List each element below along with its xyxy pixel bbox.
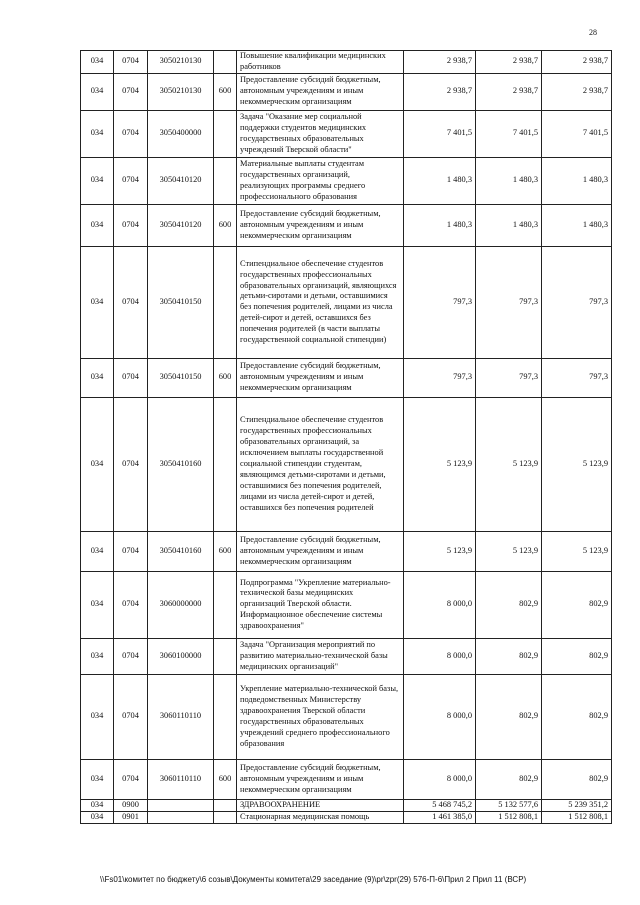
row-expense-type — [214, 799, 237, 811]
row-section: 0704 — [114, 638, 148, 674]
row-section: 0704 — [114, 204, 148, 246]
row-name: Повышение квалификации медицинских работников — [237, 51, 404, 74]
row-expense-type — [214, 157, 237, 204]
row-name: Задача "Организация мероприятий по развитию материально-технической базы медицинских организаций" — [237, 638, 404, 674]
row-name: Стационарная медицинская помощь — [237, 811, 404, 823]
row-expense-type — [214, 110, 237, 157]
row-amount-year2: 797,3 — [476, 358, 542, 397]
row-amount-year1: 1 461 385,0 — [404, 811, 476, 823]
row-name: Предоставление субсидий бюджетным, автономным учреждениям и иным некоммерческим организациям — [237, 358, 404, 397]
row-section: 0704 — [114, 531, 148, 571]
row-section: 0704 — [114, 73, 148, 110]
row-amount-year1: 5 123,9 — [404, 397, 476, 531]
row-amount-year1: 2 938,7 — [404, 73, 476, 110]
row-article: 3060110110 — [148, 674, 214, 759]
row-amount-year1: 1 480,3 — [404, 204, 476, 246]
table-row — [81, 759, 612, 799]
table-row — [81, 110, 612, 157]
row-amount-year1: 1 480,3 — [404, 157, 476, 204]
row-amount-year3: 802,9 — [542, 638, 612, 674]
row-code: 034 — [81, 73, 114, 110]
file-path-footer: \\Fs01\комитет по бюджету\6 созыв\Документы комитета\29 заседание (9)\pr\zpr(29) 576-П-6\Прил 2 Прил 11 (ВСР) — [100, 875, 527, 884]
row-amount-year3: 2 938,7 — [542, 51, 612, 74]
row-section: 0704 — [114, 246, 148, 358]
row-amount-year3: 5 123,9 — [542, 397, 612, 531]
row-amount-year1: 797,3 — [404, 246, 476, 358]
row-amount-year3: 7 401,5 — [542, 110, 612, 157]
row-name: Предоставление субсидий бюджетным, автономным учреждениям и иным некоммерческим организациям — [237, 73, 404, 110]
row-code: 034 — [81, 204, 114, 246]
row-amount-year2: 5 132 577,6 — [476, 799, 542, 811]
row-amount-year2: 7 401,5 — [476, 110, 542, 157]
row-expense-type — [214, 571, 237, 638]
row-name: Предоставление субсидий бюджетным, автономным учреждениям и иным некоммерческим организациям — [237, 204, 404, 246]
row-name: Предоставление субсидий бюджетным, автономным учреждениям и иным некоммерческим организациям — [237, 531, 404, 571]
row-amount-year3: 5 123,9 — [542, 531, 612, 571]
table-row — [81, 246, 612, 358]
row-expense-type — [214, 397, 237, 531]
row-article: 3060100000 — [148, 638, 214, 674]
row-name: Стипендиальное обеспечение студентов государственных профессиональных образовательных организаций, за исключением выплаты государственной социальной стипендии студентам, являющимся детьми-сиротами и детьми, оставшимися без попечения родителей, лицами из числа детей-сирот и детей, оставшихся без попечения родителей — [237, 397, 404, 531]
row-code: 034 — [81, 638, 114, 674]
row-section: 0704 — [114, 571, 148, 638]
row-expense-type: 600 — [214, 759, 237, 799]
row-expense-type — [214, 638, 237, 674]
row-code: 034 — [81, 157, 114, 204]
page-number: 28 — [589, 28, 597, 37]
row-amount-year2: 802,9 — [476, 638, 542, 674]
row-amount-year2: 2 938,7 — [476, 51, 542, 74]
row-amount-year3: 1 512 808,1 — [542, 811, 612, 823]
row-section: 0900 — [114, 799, 148, 811]
row-code: 034 — [81, 799, 114, 811]
row-name: Предоставление субсидий бюджетным, автономным учреждениям и иным некоммерческим организациям — [237, 759, 404, 799]
row-section: 0901 — [114, 811, 148, 823]
row-article: 3050210130 — [148, 51, 214, 74]
row-amount-year2: 802,9 — [476, 674, 542, 759]
table-row — [81, 531, 612, 571]
row-amount-year2: 1 512 808,1 — [476, 811, 542, 823]
row-code: 034 — [81, 571, 114, 638]
row-amount-year1: 797,3 — [404, 358, 476, 397]
row-section: 0704 — [114, 51, 148, 74]
row-expense-type — [214, 811, 237, 823]
row-article — [148, 811, 214, 823]
row-section: 0704 — [114, 397, 148, 531]
row-expense-type — [214, 51, 237, 74]
row-code: 034 — [81, 358, 114, 397]
row-article: 3060000000 — [148, 571, 214, 638]
row-article: 3050410160 — [148, 397, 214, 531]
row-code: 034 — [81, 531, 114, 571]
row-section: 0704 — [114, 110, 148, 157]
row-amount-year3: 2 938,7 — [542, 73, 612, 110]
table-row — [81, 811, 612, 823]
table-row — [81, 799, 612, 811]
row-article: 3050210130 — [148, 73, 214, 110]
row-name: Подпрограмма "Укрепление материально-технической базы медицинских организаций Тверской области. Информационное обеспечение системы здравоохранения" — [237, 571, 404, 638]
row-article: 3050410160 — [148, 531, 214, 571]
table-row — [81, 73, 612, 110]
row-name: Материальные выплаты студентам государственных организаций, реализующих программы среднего профессионального образования — [237, 157, 404, 204]
row-code: 034 — [81, 246, 114, 358]
row-amount-year2: 2 938,7 — [476, 73, 542, 110]
row-expense-type — [214, 674, 237, 759]
row-amount-year1: 8 000,0 — [404, 638, 476, 674]
row-amount-year2: 1 480,3 — [476, 204, 542, 246]
row-article: 3050410120 — [148, 204, 214, 246]
table-row — [81, 358, 612, 397]
row-section: 0704 — [114, 358, 148, 397]
row-expense-type: 600 — [214, 73, 237, 110]
row-amount-year3: 797,3 — [542, 246, 612, 358]
row-amount-year2: 5 123,9 — [476, 531, 542, 571]
row-article: 3050400000 — [148, 110, 214, 157]
row-article: 3050410120 — [148, 157, 214, 204]
row-section: 0704 — [114, 157, 148, 204]
row-name: Укрепление материально-технической базы, подведомственных Министерству здравоохранения Тверской области государственных образовательных учреждений среднего профессионального образования — [237, 674, 404, 759]
row-expense-type: 600 — [214, 204, 237, 246]
row-amount-year1: 8 000,0 — [404, 674, 476, 759]
row-amount-year3: 802,9 — [542, 571, 612, 638]
row-amount-year1: 2 938,7 — [404, 51, 476, 74]
table-row — [81, 397, 612, 531]
table-row — [81, 638, 612, 674]
table-row — [81, 204, 612, 246]
row-amount-year3: 1 480,3 — [542, 157, 612, 204]
row-article: 3050410150 — [148, 358, 214, 397]
row-name: Задача "Оказание мер социальной поддержки студентов медицинских государственных образовательных учреждений Тверской области" — [237, 110, 404, 157]
row-amount-year2: 797,3 — [476, 246, 542, 358]
row-amount-year3: 797,3 — [542, 358, 612, 397]
row-amount-year1: 7 401,5 — [404, 110, 476, 157]
table-row — [81, 674, 612, 759]
row-code: 034 — [81, 759, 114, 799]
row-name: ЗДРАВООХРАНЕНИЕ — [237, 799, 404, 811]
row-section: 0704 — [114, 674, 148, 759]
row-code: 034 — [81, 811, 114, 823]
row-amount-year1: 8 000,0 — [404, 571, 476, 638]
row-amount-year2: 1 480,3 — [476, 157, 542, 204]
row-article: 3060110110 — [148, 759, 214, 799]
table-row — [81, 157, 612, 204]
row-code: 034 — [81, 110, 114, 157]
row-amount-year3: 802,9 — [542, 759, 612, 799]
row-amount-year2: 5 123,9 — [476, 397, 542, 531]
row-amount-year3: 5 239 351,2 — [542, 799, 612, 811]
row-name: Стипендиальное обеспечение студентов государственных профессиональных образовательных организаций, являющихся детьми-сиротами и детьми, оставшимися без попечения родителей, лицами из числа детей-сирот и детей, оставшихся без попечения родителей (в части выплаты государственной социальной стипендии) — [237, 246, 404, 358]
row-expense-type: 600 — [214, 358, 237, 397]
row-amount-year3: 802,9 — [542, 674, 612, 759]
row-amount-year1: 8 000,0 — [404, 759, 476, 799]
row-amount-year2: 802,9 — [476, 571, 542, 638]
row-article: 3050410150 — [148, 246, 214, 358]
row-amount-year2: 802,9 — [476, 759, 542, 799]
budget-table — [80, 50, 612, 824]
row-expense-type — [214, 246, 237, 358]
table-row — [81, 571, 612, 638]
row-amount-year3: 1 480,3 — [542, 204, 612, 246]
row-amount-year1: 5 468 745,2 — [404, 799, 476, 811]
row-article — [148, 799, 214, 811]
row-code: 034 — [81, 674, 114, 759]
table-row — [81, 51, 612, 74]
row-code: 034 — [81, 51, 114, 74]
row-section: 0704 — [114, 759, 148, 799]
row-expense-type: 600 — [214, 531, 237, 571]
row-code: 034 — [81, 397, 114, 531]
row-amount-year1: 5 123,9 — [404, 531, 476, 571]
